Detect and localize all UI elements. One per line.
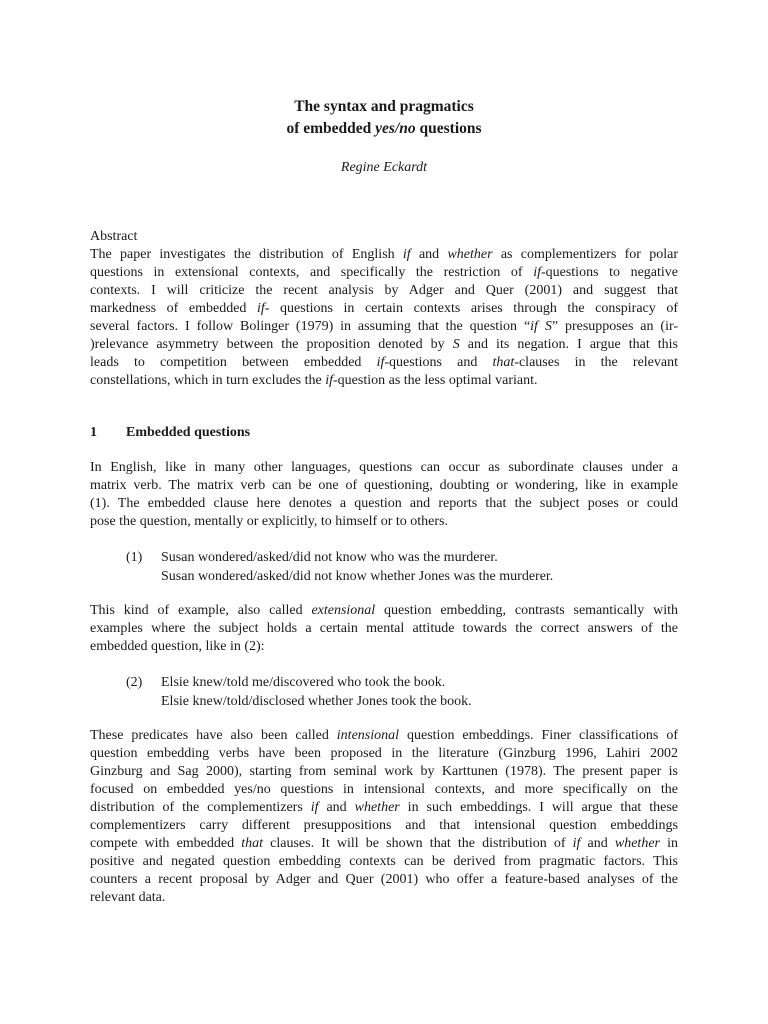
- example-line: Susan wondered/asked/did not know who was the murderer.: [161, 550, 498, 565]
- paragraph-1: In English, like in many other languages, questions can occur as subordinate clauses under a matrix verb. The matrix verb can be one of questioning, doubting or wondering, like in example (1). The embedded clause here denotes a question and reports that the subject poses or could pose the question, mentally or explicitly, to himself or to others.: [90, 460, 678, 529]
- section-heading: [90, 425, 250, 441]
- example-number: (2): [126, 675, 143, 690]
- title-line-2: of embedded yes/no questions: [286, 120, 482, 137]
- example-line: Susan wondered/asked/did not know whether Jones was the murderer.: [161, 569, 554, 584]
- abstract-label: Abstract: [90, 229, 138, 244]
- paragraph-3: These predicates have also been called intensional question embeddings. Finer classifications of question embedding verbs have been proposed in the literature (Ginzburg 1996, Lahiri 2002 Ginzburg and Sag 2000), starting from seminal work by Karttunen (1978). The present paper is focused on embedded yes/no questions in intensional contexts, and more specifically on the distribution of the complementizers if and whether in such embeddings. I will argue that these complementizers carry different presuppositions and that intensional question embeddings compete with embedded that clauses. It will be shown that the distribution of if and whether in positive and negated question embedding contexts can be derived from pragmatic factors. This counters a recent proposal by Adger and Quer (2001) who offer a feature-based analyses of the relevant data.: [90, 728, 679, 905]
- paragraph-2: This kind of example, also called extensional question embedding, contrasts semantically with examples where the subject holds a certain mental attitude towards the correct answers of the embedded question, like in (2):: [90, 603, 678, 654]
- example-line: Elsie knew/told me/discovered who took the book.: [161, 675, 446, 690]
- abstract: Abstract The paper investigates the distribution of English if and whether as complementizers for polar questions in extensional contexts, and specifically the restriction of if-questions to negative contexts. I will criticize the recent analysis by Adger and Quer (2001) and suggest that markedness of embedded if- questions in certain contexts arises through the conspiracy of several factors. I follow Bolinger (1979) in assuming that the question “if S” presupposes an (ir- )relevance asymmetry between the proposition denoted by S and its negation. I argue that this leads to competition between embedded if-questions and that-clauses in the relevant constellations, which in turn excludes the if-question as the less optimal variant.: [90, 229, 679, 388]
- title-line-1: The syntax and pragmatics: [294, 98, 474, 115]
- example-line: Elsie knew/told/disclosed whether Jones took the book.: [161, 694, 472, 709]
- section-number: 1: [90, 425, 97, 440]
- paper-title: [90, 96, 678, 140]
- author-name: Regine Eckardt: [340, 160, 428, 175]
- section-title: Embedded questions: [126, 425, 251, 440]
- example-number: (1): [126, 550, 143, 565]
